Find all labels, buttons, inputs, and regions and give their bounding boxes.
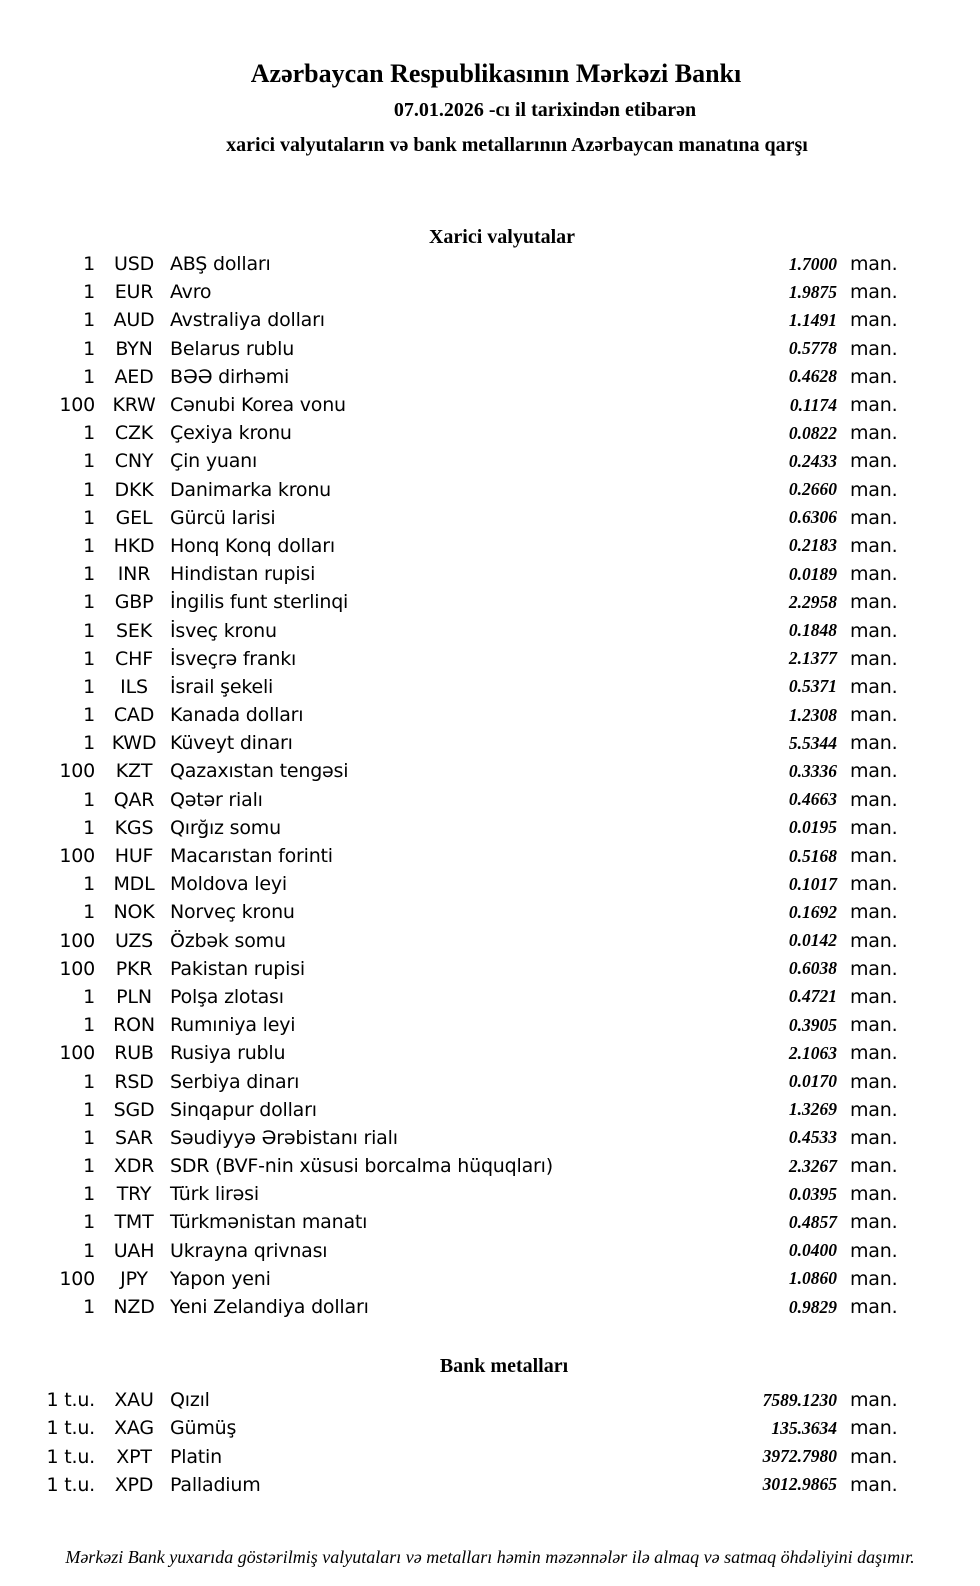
rate-value: 0.2183	[788, 535, 837, 556]
quantity-cell: 100	[59, 845, 95, 868]
quantity-cell: 1	[83, 1098, 95, 1121]
currency-name: Macarıstan forinti	[170, 845, 333, 868]
currency-code: AUD	[113, 309, 155, 332]
table-row	[0, 1180, 980, 1208]
quantity-cell: 1	[83, 1239, 95, 1262]
table-row	[0, 645, 980, 673]
rate-value: 1.1491	[788, 309, 837, 330]
rate-value: 2.1063	[788, 1042, 837, 1063]
rate-value: 0.6306	[788, 507, 837, 528]
currency-name: Norveç kronu	[170, 901, 295, 924]
quantity-cell: 1	[83, 1070, 95, 1093]
currency-name: Səudiyyə Ərəbistanı rialı	[170, 1126, 398, 1149]
rate-value: 0.3336	[788, 760, 837, 781]
quantity-cell: 1	[83, 534, 95, 557]
unit-label: man.	[850, 253, 898, 276]
rate-value: 0.6038	[788, 958, 837, 979]
unit-label: man.	[850, 281, 898, 304]
table-row	[0, 1124, 980, 1152]
quantity-cell: 1	[83, 1014, 95, 1037]
table-row	[0, 532, 980, 560]
unit-label: man.	[850, 1155, 898, 1178]
rate-value: 0.0195	[788, 817, 837, 838]
currency-name: Kanada dolları	[170, 704, 304, 727]
unit-label: man.	[850, 1389, 898, 1412]
unit-label: man.	[850, 422, 898, 445]
unit-label: man.	[850, 1098, 898, 1121]
unit-label: man.	[850, 1211, 898, 1234]
currency-name: Serbiya dinarı	[170, 1070, 300, 1093]
rate-value: 3012.9865	[762, 1474, 837, 1495]
quantity-cell: 1	[83, 675, 95, 698]
quantity-cell: 1	[83, 478, 95, 501]
currency-name: SDR (BVF-nin xüsusi borcalma hüquqları)	[170, 1155, 553, 1178]
rate-value: 0.1017	[788, 873, 837, 894]
unit-label: man.	[850, 704, 898, 727]
unit-label: man.	[850, 337, 898, 360]
currency-name: Moldova leyi	[170, 873, 287, 896]
unit-label: man.	[850, 1445, 898, 1468]
quantity-cell: 1	[83, 647, 95, 670]
currency-code: INR	[117, 563, 151, 586]
rate-value: 0.5168	[788, 845, 837, 866]
unit-label: man.	[850, 1239, 898, 1262]
table-row	[0, 391, 980, 419]
currency-code: KWD	[111, 732, 157, 755]
metals-section-title: Bank metalları	[439, 1355, 569, 1378]
table-row	[0, 701, 980, 729]
table-row	[0, 1096, 980, 1124]
currency-code: GEL	[115, 506, 153, 529]
quantity-cell: 1	[83, 873, 95, 896]
quantity-cell: 1	[83, 337, 95, 360]
unit-label: man.	[850, 394, 898, 417]
unit-label: man.	[850, 760, 898, 783]
rate-value: 0.1848	[788, 620, 837, 641]
quantity-cell: 1	[83, 1183, 95, 1206]
unit-label: man.	[850, 534, 898, 557]
quantity-cell: 1	[83, 1155, 95, 1178]
unit-label: man.	[850, 1014, 898, 1037]
quantity-cell: 1	[83, 365, 95, 388]
currency-name: İngilis funt sterlinqi	[170, 591, 349, 614]
currency-name: BƏƏ dirhəmi	[170, 365, 290, 388]
currency-name: İsveç kronu	[170, 619, 277, 642]
currency-code: UAH	[113, 1239, 155, 1262]
currency-code: SAR	[114, 1126, 153, 1149]
quantity-cell: 1 t.u.	[46, 1417, 95, 1440]
unit-label: man.	[850, 619, 898, 642]
currency-code: XPD	[114, 1473, 154, 1496]
quantity-cell: 1	[83, 591, 95, 614]
currency-name: Platin	[170, 1445, 222, 1468]
quantity-cell: 1	[83, 309, 95, 332]
currency-code: HKD	[113, 534, 155, 557]
quantity-cell: 1	[83, 506, 95, 529]
quantity-cell: 1 t.u.	[46, 1445, 95, 1468]
rate-value: 0.5371	[788, 676, 837, 697]
unit-label: man.	[850, 506, 898, 529]
currency-code: SGD	[113, 1098, 155, 1121]
rate-value: 0.4721	[788, 986, 837, 1007]
unit-label: man.	[850, 1473, 898, 1496]
table-row	[0, 504, 980, 532]
currency-code: EUR	[114, 281, 154, 304]
currency-name: Danimarka kronu	[170, 478, 332, 501]
rate-value: 0.0142	[788, 930, 837, 951]
currency-code: TMT	[114, 1211, 154, 1234]
table-row	[0, 898, 980, 926]
rate-value: 0.0822	[788, 422, 837, 443]
rate-value: 1.3269	[788, 1099, 837, 1120]
currency-code: KGS	[114, 816, 154, 839]
rate-value: 0.2660	[788, 479, 837, 500]
currency-name: Türkmənistan manatı	[170, 1211, 368, 1234]
currency-name: Çexiya kronu	[170, 422, 292, 445]
rate-value: 0.3905	[788, 1014, 837, 1035]
rate-value: 135.3634	[771, 1417, 837, 1438]
currency-code: CZK	[114, 422, 154, 445]
currency-name: Gürcü larisi	[170, 506, 276, 529]
quantity-cell: 1	[83, 619, 95, 642]
rate-value: 0.0189	[788, 563, 837, 584]
quantity-cell: 1	[83, 788, 95, 811]
table-row	[0, 814, 980, 842]
currency-code: XAU	[114, 1389, 154, 1412]
unit-label: man.	[850, 450, 898, 473]
quantity-cell: 1	[83, 1211, 95, 1234]
currency-name: Gümüş	[170, 1417, 237, 1440]
quantity-cell: 1	[83, 563, 95, 586]
currency-name: Qazaxıstan tengəsi	[170, 760, 349, 783]
currency-name: Avro	[170, 281, 212, 304]
rate-value: 0.1692	[788, 901, 837, 922]
table-row	[0, 306, 980, 334]
currency-code: RSD	[114, 1070, 154, 1093]
rate-value: 1.2308	[788, 704, 837, 725]
currency-code: CAD	[113, 704, 155, 727]
table-row	[0, 757, 980, 785]
quantity-cell: 1	[83, 1296, 95, 1319]
metals-table	[0, 1386, 980, 1499]
currency-name: Yapon yeni	[170, 1267, 271, 1290]
disclaimer-text: Mərkəzi Bank yuxarıda göstərilmiş valyutaları və metalları həmin məzənnələr ilə almaq və satmaq öhdəliyini daşımır.	[65, 1546, 915, 1567]
rate-value: 0.4533	[788, 1127, 837, 1148]
quantity-cell: 1	[83, 281, 95, 304]
unit-label: man.	[850, 1296, 898, 1319]
unit-label: man.	[850, 1183, 898, 1206]
table-row	[0, 560, 980, 588]
currency-name: Küveyt dinarı	[170, 732, 293, 755]
currency-name: Qırğız somu	[170, 816, 281, 839]
table-row	[0, 1471, 980, 1499]
table-row	[0, 447, 980, 475]
unit-label: man.	[850, 675, 898, 698]
rate-value: 0.0170	[788, 1071, 837, 1092]
unit-label: man.	[850, 985, 898, 1008]
rate-value: 0.4628	[788, 366, 837, 387]
currency-name: İsveçrə frankı	[170, 647, 297, 670]
rate-value: 0.1174	[789, 394, 837, 415]
currency-name: Cənubi Korea vonu	[170, 394, 346, 417]
currency-code: AED	[114, 365, 154, 388]
quantity-cell: 100	[59, 760, 95, 783]
table-row	[0, 1265, 980, 1293]
quantity-cell: 1 t.u.	[46, 1389, 95, 1412]
currency-name: Hindistan rupisi	[170, 563, 316, 586]
currency-name: İsrail şekeli	[170, 675, 274, 698]
unit-label: man.	[850, 1417, 898, 1440]
quantity-cell: 1	[83, 422, 95, 445]
currency-code: RON	[113, 1014, 155, 1037]
table-row	[0, 1011, 980, 1039]
unit-label: man.	[850, 365, 898, 388]
quantity-cell: 1	[83, 816, 95, 839]
table-row	[0, 870, 980, 898]
currency-code: BYN	[115, 337, 153, 360]
rate-value: 1.0860	[788, 1268, 837, 1289]
quantity-cell: 1	[83, 253, 95, 276]
rate-value: 0.0395	[788, 1183, 837, 1204]
currency-code: NOK	[113, 901, 155, 924]
rate-value: 7589.1230	[762, 1389, 837, 1410]
table-row	[0, 1386, 980, 1414]
unit-label: man.	[850, 1267, 898, 1290]
table-row	[0, 335, 980, 363]
unit-label: man.	[850, 1070, 898, 1093]
table-row	[0, 955, 980, 983]
currency-code: XDR	[113, 1155, 155, 1178]
unit-label: man.	[850, 478, 898, 501]
quantity-cell: 1	[83, 704, 95, 727]
table-row	[0, 842, 980, 870]
currency-code: CNY	[114, 450, 154, 473]
table-row	[0, 673, 980, 701]
table-row	[0, 1067, 980, 1095]
currency-name: Honq Konq dolları	[170, 534, 335, 557]
currency-code: XPT	[116, 1445, 152, 1468]
quantity-cell: 100	[59, 394, 95, 417]
currency-name: Belarus rublu	[170, 337, 295, 360]
rate-value: 0.9829	[788, 1296, 837, 1317]
effective-date: 07.01.2026 -cı il tarixindən etibarən	[393, 99, 697, 121]
currency-code: RUB	[114, 1042, 154, 1065]
currencies-section-title: Xarici valyutalar	[428, 226, 576, 248]
table-row	[0, 1443, 980, 1471]
table-row	[0, 1152, 980, 1180]
rate-value: 0.4663	[788, 789, 837, 810]
currency-code: NZD	[113, 1296, 155, 1319]
unit-label: man.	[850, 647, 898, 670]
unit-label: man.	[850, 1042, 898, 1065]
currency-code: PLN	[116, 985, 152, 1008]
table-row	[0, 588, 980, 616]
rate-value: 2.1377	[788, 648, 837, 669]
table-row	[0, 1414, 980, 1442]
currency-name: Qətər rialı	[170, 788, 263, 811]
currency-name: Qızıl	[170, 1389, 210, 1412]
table-row	[0, 419, 980, 447]
unit-label: man.	[850, 957, 898, 980]
table-row	[0, 786, 980, 814]
currency-code: CHF	[115, 647, 153, 670]
table-row	[0, 927, 980, 955]
currency-name: Pakistan rupisi	[170, 957, 305, 980]
quantity-cell: 1	[83, 732, 95, 755]
rate-value: 0.0400	[788, 1240, 837, 1261]
rate-value: 0.5778	[788, 338, 837, 359]
unit-label: man.	[850, 732, 898, 755]
currency-name: Avstraliya dolları	[170, 309, 325, 332]
table-row	[0, 1039, 980, 1067]
currency-name: Türk lirəsi	[170, 1183, 259, 1206]
table-row	[0, 476, 980, 504]
unit-label: man.	[850, 309, 898, 332]
currency-code: SEK	[116, 619, 152, 642]
rate-value: 5.5344	[788, 732, 837, 753]
quantity-cell: 1	[83, 450, 95, 473]
currency-code: ILS	[120, 675, 148, 698]
currency-name: Yeni Zelandiya dolları	[170, 1296, 369, 1319]
table-row	[0, 983, 980, 1011]
quantity-cell: 1	[83, 901, 95, 924]
table-row	[0, 1208, 980, 1236]
currency-name: Özbək somu	[170, 929, 286, 952]
currency-code: JPY	[120, 1267, 148, 1290]
quantity-cell: 1	[83, 985, 95, 1008]
currency-code: MDL	[113, 873, 155, 896]
page-title: Azərbaycan Respublikasının Mərkəzi Bankı	[250, 59, 742, 88]
currency-code: USD	[114, 253, 154, 276]
currency-code: XAG	[114, 1417, 154, 1440]
currency-name: Palladium	[170, 1473, 261, 1496]
currency-name: Rumıniya leyi	[170, 1014, 296, 1037]
currency-code: KZT	[115, 760, 153, 783]
table-row	[0, 278, 980, 306]
rate-value: 2.3267	[788, 1155, 837, 1176]
currency-code: HUF	[114, 845, 154, 868]
table-row	[0, 250, 980, 278]
rate-value: 2.2958	[788, 591, 837, 612]
quantity-cell: 100	[59, 1267, 95, 1290]
quantity-cell: 1 t.u.	[46, 1473, 95, 1496]
currency-code: TRY	[116, 1183, 152, 1206]
currency-name: Sinqapur dolları	[170, 1098, 317, 1121]
rate-value: 1.7000	[788, 253, 837, 274]
table-row	[0, 1293, 980, 1321]
currency-code: UZS	[114, 929, 154, 952]
unit-label: man.	[850, 788, 898, 811]
currency-code: PKR	[115, 957, 153, 980]
currency-code: KRW	[112, 394, 156, 417]
currency-code: DKK	[114, 478, 154, 501]
quantity-cell: 100	[59, 929, 95, 952]
currency-name: Rusiya rublu	[170, 1042, 286, 1065]
currency-code: QAR	[113, 788, 155, 811]
currency-name: Polşa zlotası	[170, 985, 284, 1008]
currency-name: Ukrayna qrivnası	[170, 1239, 328, 1262]
rate-value: 0.2433	[788, 450, 837, 471]
currency-name: Çin yuanı	[170, 450, 258, 473]
unit-label: man.	[850, 563, 898, 586]
quantity-cell: 1	[83, 1126, 95, 1149]
currency-code: GBP	[114, 591, 154, 614]
rate-value: 0.4857	[788, 1211, 837, 1232]
rate-value: 3972.7980	[762, 1446, 837, 1467]
unit-label: man.	[850, 901, 898, 924]
unit-label: man.	[850, 873, 898, 896]
document-subtitle: xarici valyutaların və bank metallarının Azərbaycan manatına qarşı	[226, 134, 808, 156]
quantity-cell: 100	[59, 957, 95, 980]
currencies-table	[0, 250, 980, 1321]
unit-label: man.	[850, 591, 898, 614]
rate-value: 1.9875	[788, 281, 837, 302]
unit-label: man.	[850, 845, 898, 868]
unit-label: man.	[850, 816, 898, 839]
unit-label: man.	[850, 1126, 898, 1149]
currency-name: ABŞ dolları	[170, 253, 271, 276]
quantity-cell: 100	[59, 1042, 95, 1065]
table-row	[0, 616, 980, 644]
table-row	[0, 363, 980, 391]
table-row	[0, 1237, 980, 1265]
unit-label: man.	[850, 929, 898, 952]
table-row	[0, 729, 980, 757]
